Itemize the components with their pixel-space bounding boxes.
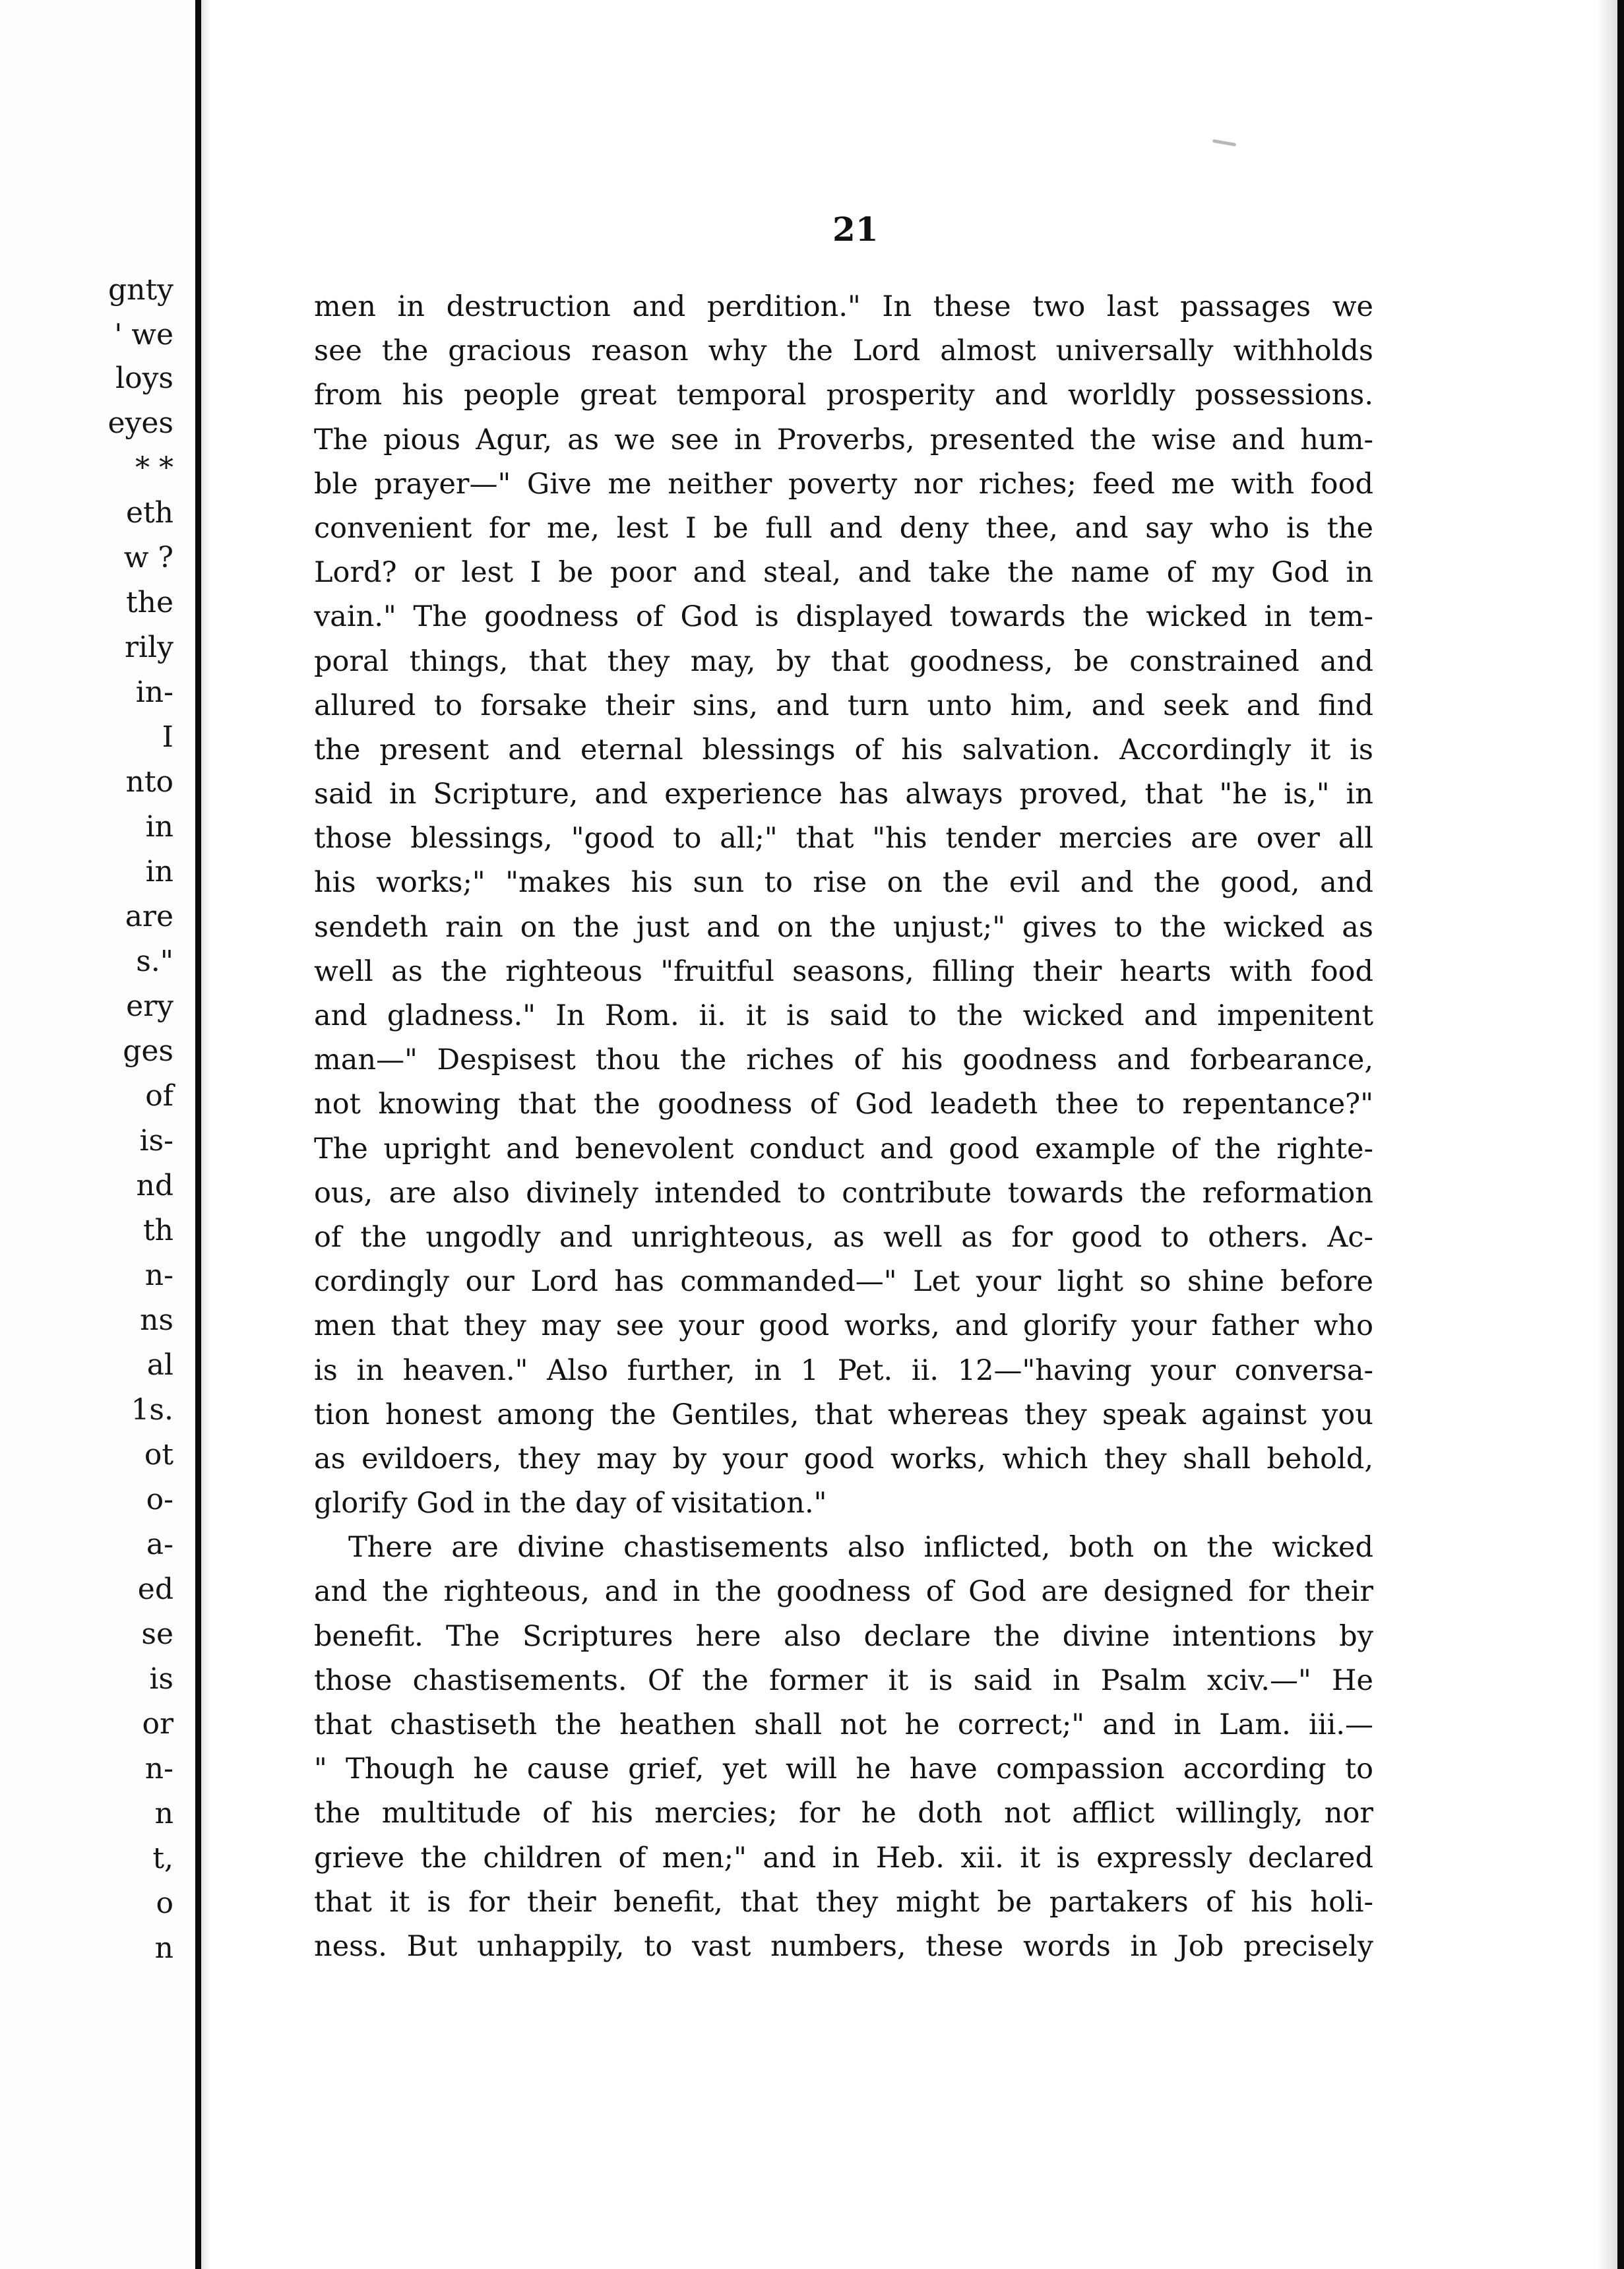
- text-line: of the ungodly and unrighteous, as well as for good to others. Ac-: [314, 1220, 1373, 1254]
- facing-page-fragment: ges: [123, 1034, 173, 1068]
- page-edge: [1617, 0, 1624, 2269]
- text-line: allured to forsake their sins, and turn unto him, and seek and find: [314, 689, 1373, 722]
- facing-page-fragment: ed: [137, 1572, 173, 1606]
- facing-page-fragment: the: [125, 586, 173, 619]
- facing-page-fragment: of: [145, 1079, 173, 1113]
- facing-page-fragment: or: [142, 1707, 173, 1741]
- text-line: ness. But unhappily, to vast numbers, these words in Job precisely: [314, 1929, 1373, 1963]
- facing-page-fragment: o: [156, 1886, 173, 1920]
- facing-page-fragment: a-: [146, 1528, 173, 1561]
- text-line-paragraph-start: There are divine chastisements also inflicted, both on the wicked: [348, 1531, 1373, 1565]
- facing-page-fragment: th: [142, 1214, 173, 1247]
- facing-page-fragment: ery: [126, 989, 173, 1023]
- facing-page-fragment: are: [125, 900, 173, 933]
- text-line: his works;" "makes his sun to rise on the evil and the good, and: [314, 866, 1373, 900]
- facing-page-fragment: loys: [115, 361, 173, 395]
- text-line: not knowing that the goodness of God leadeth thee to repentance?": [314, 1088, 1373, 1121]
- text-line: poral things, that they may, by that goodness, be constrained and: [314, 644, 1373, 678]
- text-line: grieve the children of men;" and in Heb. xii. it is expressly declared: [314, 1841, 1373, 1875]
- text-line: the present and eternal blessings of his salvation. Accordingly it is: [314, 733, 1373, 766]
- scan-smudge: [1212, 139, 1236, 146]
- facing-page-fragment: in: [145, 810, 173, 844]
- text-line: the multitude of his mercies; for he doth not afflict willingly, nor: [314, 1797, 1373, 1830]
- text-line: from his people great temporal prosperity and worldly possessions.: [314, 379, 1373, 412]
- text-line: ble prayer—" Give me neither poverty nor riches; feed me with food: [314, 467, 1373, 501]
- facing-page-fragment: n: [154, 1931, 173, 1965]
- page-edge-shadow: [1596, 0, 1617, 2269]
- facing-page-fragment: ns: [140, 1303, 173, 1337]
- text-line: as evildoers, they may by your good works, which they shall behold,: [314, 1442, 1373, 1476]
- facing-page-fragment: ot: [144, 1438, 173, 1472]
- facing-page-fragment: t,: [152, 1842, 173, 1875]
- facing-page-fragment: eth: [125, 496, 173, 530]
- text-line: that chastiseth the heathen shall not he correct;" and in Lam. iii.—: [314, 1708, 1373, 1741]
- facing-page-fragment: is-: [139, 1124, 173, 1158]
- facing-page-fragment: rily: [124, 631, 173, 664]
- text-line: well as the righteous "fruitful seasons, filling their hearts with food: [314, 954, 1373, 988]
- text-line: said in Scripture, and experience has always proved, that "he is," in: [314, 778, 1373, 811]
- text-line: men that they may see your good works, and glorify your father who: [314, 1309, 1373, 1343]
- facing-page-fragment: o-: [146, 1483, 173, 1516]
- facing-page-fragment: nd: [136, 1169, 173, 1202]
- text-line: vain." The goodness of God is displayed towards the wicked in tem-: [314, 600, 1373, 634]
- facing-page-fragment: I: [162, 720, 173, 754]
- text-line: see the gracious reason why the Lord almost universally withholds: [314, 334, 1373, 368]
- facing-page-fragment: in: [145, 855, 173, 888]
- text-line: convenient for me, lest I be full and deny thee, and say who is the: [314, 511, 1373, 545]
- facing-page-fragment: is: [149, 1662, 173, 1696]
- facing-page-fragment: eyes: [108, 406, 173, 440]
- facing-page-fragment: in-: [135, 675, 173, 709]
- gutter-shadow: [201, 0, 210, 2269]
- text-line: sendeth rain on the just and on the unjust;" gives to the wicked as: [314, 910, 1373, 944]
- facing-page-fragment: n: [154, 1797, 173, 1830]
- text-line: men in destruction and perdition." In these two last passages we: [314, 290, 1373, 323]
- facing-page-fragment: 1s.: [131, 1393, 173, 1427]
- text-line: those chastisements. Of the former it is said in Psalm xciv.—" He: [314, 1663, 1373, 1697]
- facing-page-fragment: ' we: [114, 318, 173, 352]
- page-number: 21: [832, 210, 879, 249]
- text-line: that it is for their benefit, that they might be partakers of his holi-: [314, 1885, 1373, 1919]
- facing-page-fragment: s.": [136, 945, 173, 978]
- text-line: ous, are also divinely intended to contribute towards the reformation: [314, 1176, 1373, 1210]
- text-line: and the righteous, and in the goodness of God are designed for their: [314, 1575, 1373, 1609]
- facing-page-fragment: * *: [135, 451, 173, 485]
- text-line: The upright and benevolent conduct and good example of the righte-: [314, 1132, 1373, 1166]
- text-line: cordingly our Lord has commanded—" Let your light so shine before: [314, 1265, 1373, 1299]
- facing-page-fragment: n-: [144, 1752, 173, 1786]
- facing-page-fragment: n-: [144, 1259, 173, 1292]
- facing-page-fragment: al: [146, 1348, 173, 1382]
- text-line-paragraph-end: glorify God in the day of visitation.": [314, 1487, 827, 1520]
- text-line: and gladness." In Rom. ii. it is said to the wicked and impenitent: [314, 999, 1373, 1032]
- text-line: " Though he cause grief, yet will he have compassion according to: [314, 1753, 1373, 1786]
- text-line: tion honest among the Gentiles, that whereas they speak against you: [314, 1398, 1373, 1431]
- text-line: The pious Agur, as we see in Proverbs, presented the wise and hum-: [314, 423, 1373, 456]
- text-line: benefit. The Scriptures here also declare the divine intentions by: [314, 1619, 1373, 1653]
- book-gutter-line: [195, 0, 201, 2269]
- text-line: is in heaven." Also further, in 1 Pet. ii. 12—"having your conversa-: [314, 1353, 1373, 1387]
- text-line: man—" Despisest thou the riches of his goodness and forbearance,: [314, 1043, 1373, 1077]
- body-text: [314, 285, 1373, 1969]
- text-line: Lord? or lest I be poor and steal, and take the name of my God in: [314, 556, 1373, 590]
- facing-page-fragment: se: [141, 1617, 173, 1651]
- facing-page-strip: [0, 0, 195, 2269]
- facing-page-fragment: nto: [125, 765, 173, 799]
- facing-page-fragment: gnty: [108, 273, 173, 307]
- facing-page-fragment: w ?: [123, 541, 173, 575]
- text-line: those blessings, "good to all;" that "his tender mercies are over all: [314, 822, 1373, 855]
